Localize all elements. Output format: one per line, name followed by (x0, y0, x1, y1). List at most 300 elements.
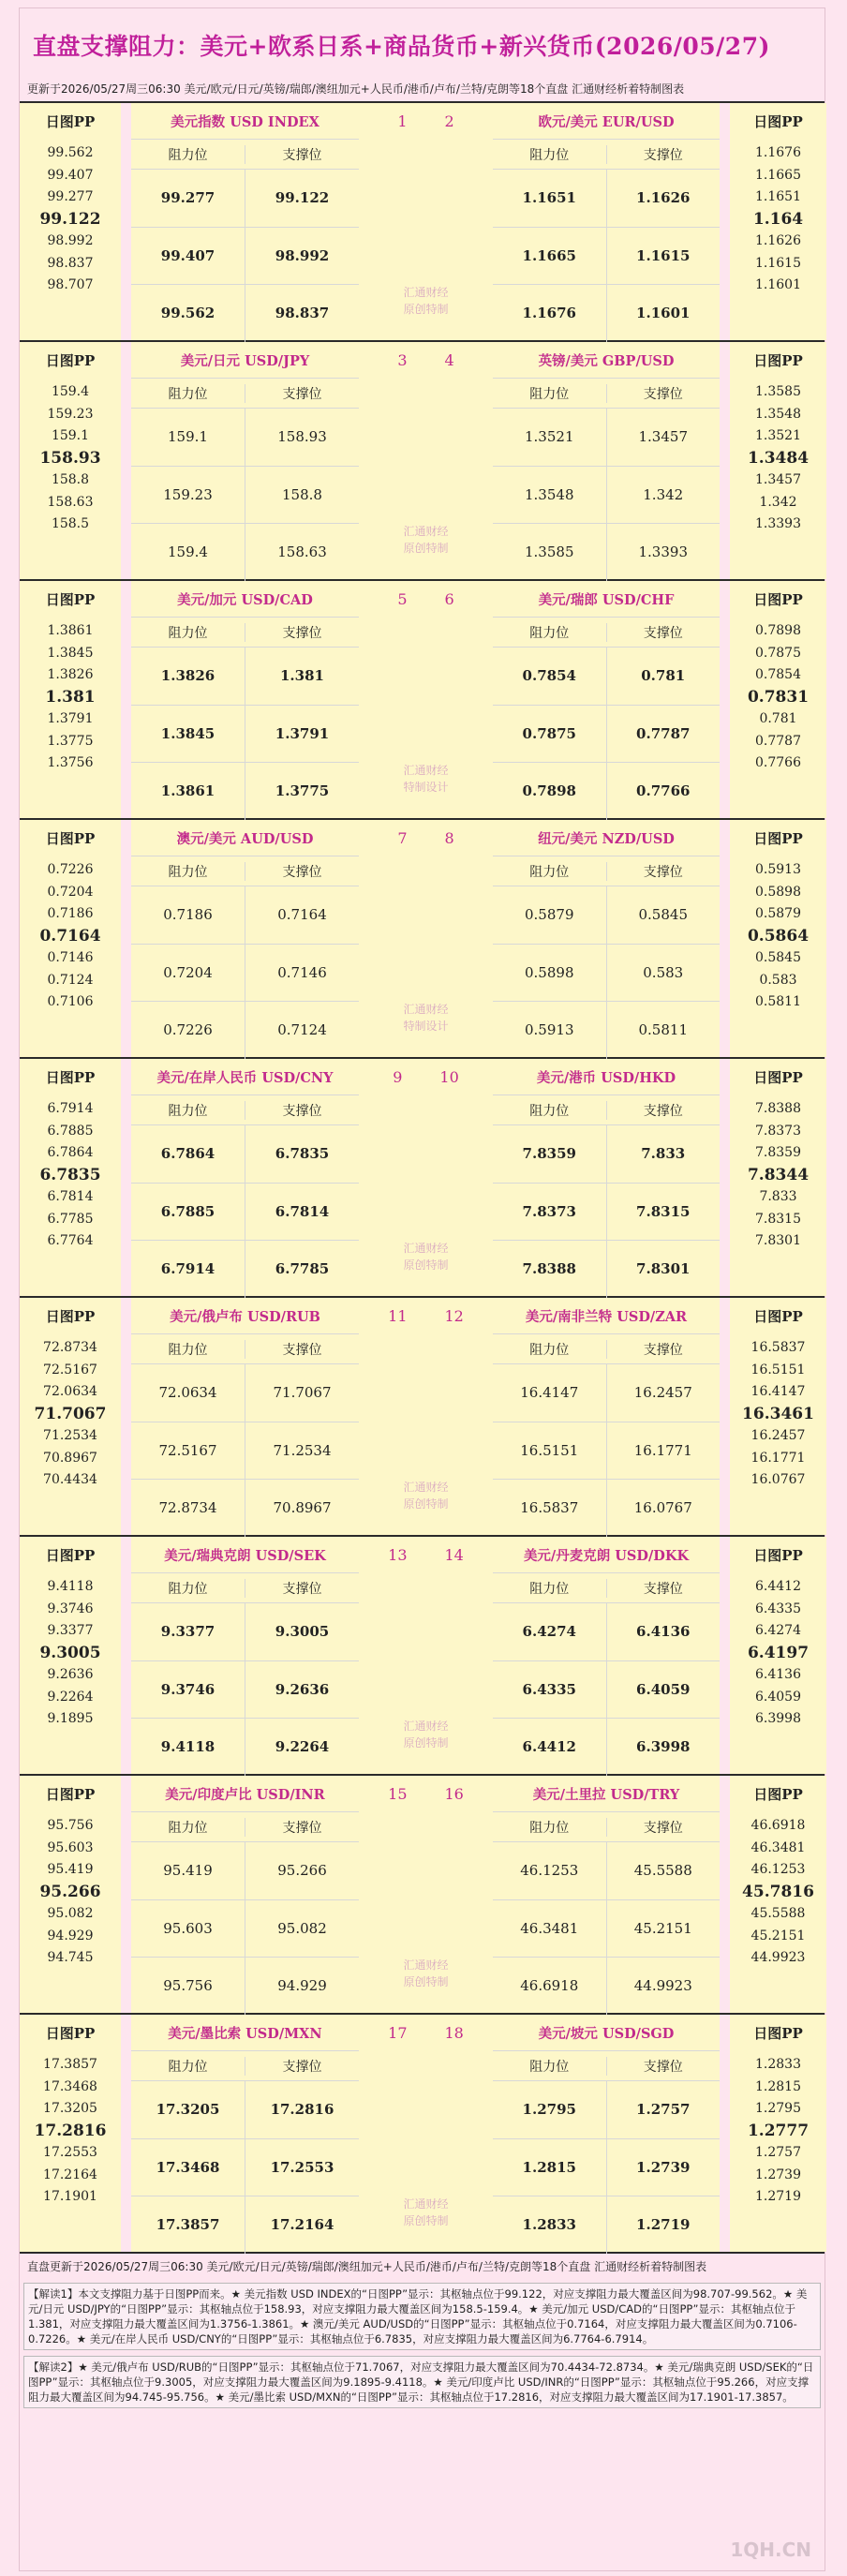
support-header: 支撑位 (282, 147, 322, 163)
pair-numbers (359, 1776, 493, 1811)
support-header: 支撑位 (282, 386, 322, 402)
right-pivot-column (730, 1776, 826, 2013)
resistance-value: 16.5837 (493, 1480, 607, 1537)
pivot-level-value: 17.3205 (43, 2101, 97, 2116)
pivot-point-value: 1.2777 (747, 2121, 810, 2140)
pivot-level-value: 1.3521 (755, 428, 801, 443)
left-pivot-column (20, 1298, 121, 1535)
right-pair-table (493, 342, 720, 579)
resistance-value: 9.3377 (131, 1603, 245, 1660)
table-row (131, 1422, 359, 1481)
resistance-value: 72.5167 (131, 1422, 245, 1480)
resistance-header: 阻力位 (493, 1101, 607, 1120)
pair-number-right: 10 (439, 1067, 459, 1086)
table-row (131, 1241, 359, 1298)
pivot-level-value: 6.7785 (47, 1211, 94, 1227)
pair-number-left: 1 (397, 112, 408, 130)
table-header (131, 856, 359, 886)
table-row (131, 285, 359, 342)
table-row (131, 648, 359, 706)
pivot-level-value: 159.1 (51, 428, 90, 443)
pivot-level-value: 94.745 (47, 1950, 94, 1965)
pivot-level-value: 158.5 (51, 516, 90, 531)
resistance-value: 95.756 (131, 1958, 245, 2015)
pivot-values (730, 1094, 826, 1253)
note-2: 【解读2】★ 美元/俄卢布 USD/RUB的“日图PP”显示：其枢轴点位于71.7067，对应支撑阻力最大覆盖区间为70.4434-72.8734。★ 美元/瑞典克朗 USD/SEK的“日图PP”显示：其枢轴点位于9.3005，对应支撑阻力最大覆盖区间为9.1895-9.4118。★ 美元/印度卢比 USD/INR的“日图PP”显示：其枢轴点位于95.266，对应支撑阻力最大覆盖区间为94.745-95.756。★ 美元/墨比索 USD/MXN的“日图PP”显示：其枢轴点位于17.2816，对应支撑阻力最大覆盖区间为17.1901-17.3857。 (23, 2356, 821, 2408)
support-value: 1.1601 (636, 305, 691, 322)
pivot-level-value: 16.5151 (750, 1362, 806, 1377)
watermark-stamp: 1QH.CN (730, 2539, 811, 2561)
pivot-level-value: 99.407 (47, 167, 94, 183)
support-value: 1.2719 (636, 2216, 691, 2234)
resistance-header: 阻力位 (493, 1579, 607, 1598)
watermark-line: 特制设计 (403, 781, 449, 794)
column-gap (121, 2015, 131, 2252)
pair-title: 美元/瑞典克朗 USD/SEK (131, 1537, 359, 1573)
table-header (131, 618, 359, 648)
resistance-header: 阻力位 (131, 1340, 245, 1359)
pivot-point-value: 71.7067 (34, 1404, 107, 1423)
pair-number-left: 11 (388, 1306, 408, 1325)
support-value: 6.7814 (275, 1202, 330, 1220)
resistance-header: 阻力位 (131, 1818, 245, 1837)
resistance-value: 17.3468 (131, 2139, 245, 2196)
pair-title: 美元/港币 USD/HKD (493, 1059, 720, 1095)
resistance-value: 17.3857 (131, 2196, 245, 2254)
support-header: 支撑位 (282, 1342, 322, 1358)
table-row (493, 1364, 720, 1422)
column-gap (121, 820, 131, 1057)
pivot-level-value: 45.2151 (750, 1928, 806, 1943)
pair-title: 美元/南非兰特 USD/ZAR (493, 1298, 720, 1334)
pivot-level-value: 17.2164 (43, 2167, 97, 2182)
pivot-point-value: 45.7816 (742, 1882, 814, 1901)
pivot-level-value: 17.2553 (43, 2145, 97, 2160)
support-header: 支撑位 (643, 1820, 683, 1836)
support-value: 0.781 (641, 667, 686, 685)
column-gap (720, 103, 730, 340)
pivot-level-value: 70.8967 (43, 1450, 97, 1466)
pivot-values (730, 2050, 826, 2209)
pivot-values (20, 378, 121, 536)
support-value: 9.2264 (275, 1738, 330, 1756)
watermark-line: 汇通财经 (403, 1481, 449, 1494)
column-gap (720, 1776, 730, 2013)
resistance-value: 9.3746 (131, 1661, 245, 1719)
pivot-level-value: 0.7146 (47, 950, 94, 965)
pivot-point-value: 99.122 (39, 209, 101, 229)
pair-numbers (359, 581, 493, 617)
pair-numbers (359, 2015, 493, 2050)
pivot-level-value: 1.2719 (755, 2189, 801, 2204)
pair-title: 美元/墨比索 USD/MXN (131, 2015, 359, 2051)
pair-number-right: 8 (444, 828, 454, 847)
left-pivot-column (20, 1059, 121, 1296)
watermark-line: 原创特制 (403, 1975, 449, 1988)
support-header: 支撑位 (643, 864, 683, 880)
resistance-value: 72.8734 (131, 1480, 245, 1537)
resistance-value: 1.1676 (493, 285, 607, 342)
pivot-level-value: 9.2264 (47, 1689, 94, 1705)
table-row (493, 1002, 720, 1059)
column-gap (720, 581, 730, 818)
pivot-title: 日图PP (753, 829, 803, 847)
table-row (493, 648, 720, 706)
pivot-level-value: 1.3457 (755, 472, 801, 487)
pivot-level-value: 1.2739 (755, 2167, 801, 2182)
support-value: 0.7146 (277, 963, 327, 981)
pivot-level-value: 6.7885 (47, 1123, 94, 1139)
support-value: 16.1771 (633, 1441, 692, 1459)
pivot-level-value: 0.5913 (755, 862, 801, 877)
pivot-title: 日图PP (45, 2024, 96, 2042)
table-row (493, 1184, 720, 1242)
support-value: 0.7766 (636, 782, 691, 800)
pair-number-left: 13 (388, 1545, 408, 1564)
pivot-values (20, 617, 121, 775)
table-row (131, 524, 359, 581)
right-pair-table (493, 1537, 720, 1774)
table-row (131, 1958, 359, 2015)
support-value: 16.2457 (633, 1384, 692, 1402)
pair-number-column (359, 820, 493, 1057)
pair-numbers (359, 342, 493, 378)
support-value: 1.381 (280, 667, 324, 685)
support-header: 支撑位 (282, 2059, 322, 2075)
resistance-header: 阻力位 (493, 145, 607, 164)
pivot-level-value: 159.4 (51, 384, 90, 399)
watermark-line: 原创特制 (403, 542, 449, 555)
left-pair-table (131, 1776, 359, 2013)
page-frame (19, 7, 825, 2571)
pivot-level-value: 16.5837 (750, 1340, 806, 1355)
pivot-level-value: 0.7766 (755, 755, 801, 770)
table-row (131, 1842, 359, 1900)
table-row (493, 1842, 720, 1900)
pivot-title: 日图PP (45, 829, 96, 847)
column-gap (720, 1298, 730, 1535)
resistance-value: 0.5898 (493, 945, 607, 1002)
support-value: 98.992 (275, 246, 330, 264)
pivot-level-value: 6.7914 (47, 1101, 94, 1116)
column-gap (720, 820, 730, 1057)
table-row (131, 1125, 359, 1184)
table-row (131, 2139, 359, 2197)
table-header (493, 1095, 720, 1125)
left-pair-table (131, 820, 359, 1057)
right-pivot-column (730, 1298, 826, 1535)
resistance-value: 1.2815 (493, 2139, 607, 2196)
resistance-value: 0.7186 (131, 886, 245, 944)
pivot-level-value: 45.5588 (750, 1906, 806, 1921)
resistance-value: 1.1651 (493, 170, 607, 227)
pivot-title: 日图PP (753, 1307, 803, 1325)
pivot-level-value: 6.4335 (755, 1601, 801, 1616)
watermark-line: 原创特制 (403, 2214, 449, 2227)
pair-title: 英镑/美元 GBP/USD (493, 342, 720, 379)
pivot-title: 日图PP (45, 1785, 96, 1803)
pivot-level-value: 95.756 (47, 1818, 94, 1833)
pivot-level-value: 0.7898 (755, 623, 801, 638)
resistance-value: 1.3548 (493, 467, 607, 524)
pair-block (20, 342, 825, 581)
pivot-level-value: 0.7186 (47, 906, 94, 921)
pair-number-column (359, 2015, 493, 2252)
pivot-values (730, 378, 826, 536)
table-header (493, 1812, 720, 1842)
pivot-level-value: 1.2757 (755, 2145, 801, 2160)
support-header: 支撑位 (643, 1103, 683, 1119)
pivot-point-value: 1.164 (752, 209, 804, 229)
table-row (131, 2081, 359, 2139)
table-header (493, 140, 720, 170)
support-header: 支撑位 (282, 1581, 322, 1597)
pivot-level-value: 1.3861 (47, 623, 94, 638)
resistance-header: 阻力位 (131, 1579, 245, 1598)
pivot-level-value: 1.3756 (47, 755, 94, 770)
pivot-level-value: 1.1665 (755, 167, 801, 183)
pivot-title: 日图PP (753, 590, 803, 608)
support-header: 支撑位 (643, 2059, 683, 2075)
table-header (131, 1573, 359, 1603)
pivot-title: 日图PP (45, 112, 96, 130)
pivot-level-value: 17.1901 (43, 2189, 97, 2204)
support-value: 7.8315 (636, 1202, 691, 1220)
table-row (493, 1900, 720, 1958)
table-row (493, 467, 720, 525)
pivot-level-value: 6.4274 (755, 1623, 801, 1638)
left-pair-table (131, 1537, 359, 1774)
pivot-level-value: 1.3845 (47, 645, 94, 661)
table-row (131, 945, 359, 1003)
resistance-value: 7.8373 (493, 1184, 607, 1241)
right-pivot-column (730, 103, 826, 340)
pivot-level-value: 6.7814 (47, 1189, 94, 1204)
resistance-value: 6.7885 (131, 1184, 245, 1241)
watermark-line: 汇通财经 (403, 1720, 449, 1733)
watermark-text (359, 1718, 493, 1751)
pivot-point-value: 0.7831 (747, 687, 810, 707)
pivot-level-value: 6.7864 (47, 1145, 94, 1160)
resistance-value: 0.7875 (493, 706, 607, 763)
pivot-level-value: 0.7854 (755, 667, 801, 682)
resistance-value: 0.7854 (493, 648, 607, 705)
pivot-level-value: 0.781 (759, 711, 797, 726)
resistance-value: 6.4274 (493, 1603, 607, 1660)
support-header: 支撑位 (643, 1342, 683, 1358)
column-gap (720, 342, 730, 579)
pair-number-left: 7 (397, 828, 408, 847)
column-gap (121, 581, 131, 818)
pivot-point-value: 17.2816 (34, 2121, 107, 2140)
support-header: 支撑位 (282, 1103, 322, 1119)
pivot-level-value: 158.63 (47, 494, 94, 510)
resistance-value: 95.419 (131, 1842, 245, 1899)
pair-numbers (359, 103, 493, 139)
pivot-level-value: 9.1895 (47, 1711, 94, 1726)
watermark-text (359, 1957, 493, 1990)
support-value: 158.63 (277, 543, 327, 561)
pivot-values (730, 1811, 826, 1970)
support-value: 6.4136 (636, 1623, 691, 1641)
pair-title: 美元/印度卢比 USD/INR (131, 1776, 359, 1812)
pair-block (20, 2015, 825, 2254)
pivot-level-value: 99.277 (47, 189, 94, 204)
support-value: 6.4059 (636, 1680, 691, 1698)
table-header (131, 2051, 359, 2081)
pivot-values (730, 856, 826, 1014)
table-header (493, 1334, 720, 1364)
pivot-point-value: 1.3484 (747, 448, 810, 468)
table-row (493, 1661, 720, 1720)
watermark-text (359, 1479, 493, 1512)
right-pivot-column (730, 1059, 826, 1296)
resistance-value: 46.6918 (493, 1958, 607, 2015)
resistance-header: 阻力位 (493, 2057, 607, 2076)
pivot-level-value: 1.1651 (755, 189, 801, 204)
right-pivot-column (730, 342, 826, 579)
pivot-level-value: 159.23 (47, 406, 94, 422)
table-row (493, 2139, 720, 2197)
pivot-level-value: 16.1771 (750, 1450, 806, 1466)
support-value: 45.2151 (633, 1919, 692, 1937)
pivot-level-value: 0.7787 (755, 733, 801, 749)
support-value: 0.7787 (636, 724, 691, 742)
pair-number-left: 17 (388, 2023, 408, 2042)
resistance-value: 0.7898 (493, 763, 607, 820)
column-gap (121, 1776, 131, 2013)
pair-number-right: 6 (444, 589, 454, 608)
pivot-level-value: 0.7124 (47, 972, 94, 988)
pair-block (20, 820, 825, 1059)
pair-number-column (359, 581, 493, 818)
table-header (493, 856, 720, 886)
pivot-level-value: 7.8359 (755, 1145, 801, 1160)
pivot-level-value: 1.1676 (755, 145, 801, 160)
watermark-line: 汇通财经 (403, 1003, 449, 1016)
pivot-title: 日图PP (753, 1785, 803, 1803)
right-pair-table (493, 1298, 720, 1535)
support-value: 1.1626 (636, 189, 691, 207)
pivot-level-value: 95.082 (47, 1906, 94, 1921)
resistance-value: 9.4118 (131, 1719, 245, 1776)
pivot-level-value: 71.2534 (43, 1428, 97, 1443)
support-value: 1.2739 (636, 2158, 691, 2176)
pivot-level-value: 7.8301 (755, 1233, 801, 1248)
pivot-values (730, 617, 826, 775)
pair-block (20, 581, 825, 820)
right-pair-table (493, 1776, 720, 2013)
pair-title: 美元/丹麦克朗 USD/DKK (493, 1537, 720, 1573)
pivot-point-value: 95.266 (39, 1882, 101, 1901)
pivot-point-value: 1.381 (45, 687, 96, 707)
column-gap (720, 1537, 730, 1774)
resistance-value: 1.3861 (131, 763, 245, 820)
pivot-level-value: 46.1253 (750, 1862, 806, 1877)
resistance-value: 0.7204 (131, 945, 245, 1002)
support-header: 支撑位 (643, 147, 683, 163)
watermark-line: 原创特制 (403, 303, 449, 316)
support-value: 0.5811 (638, 1021, 688, 1039)
pivot-values (20, 139, 121, 297)
resistance-value: 0.5879 (493, 886, 607, 944)
pivot-level-value: 98.992 (47, 233, 94, 248)
support-value: 0.5845 (638, 906, 688, 924)
pivot-level-value: 1.3791 (47, 711, 94, 726)
support-value: 9.3005 (275, 1623, 330, 1641)
table-row (493, 886, 720, 945)
pair-numbers (359, 1059, 493, 1094)
pivot-level-value: 0.7204 (47, 884, 94, 900)
table-header (131, 140, 359, 170)
pair-block (20, 103, 825, 342)
column-gap (121, 1059, 131, 1296)
table-row (131, 467, 359, 525)
table-row (493, 1241, 720, 1298)
pivot-level-value: 0.7106 (47, 994, 94, 1009)
pivot-level-value: 7.8388 (755, 1101, 801, 1116)
pivot-level-value: 95.603 (47, 1839, 94, 1855)
watermark-line: 汇通财经 (403, 525, 449, 538)
pair-number-right: 2 (444, 112, 454, 130)
pivot-level-value: 99.562 (47, 145, 94, 160)
support-value: 6.7835 (275, 1145, 330, 1163)
support-value: 7.833 (641, 1145, 686, 1163)
table-header (493, 618, 720, 648)
pivot-level-value: 0.5845 (755, 950, 801, 965)
pair-number-right: 12 (444, 1306, 464, 1325)
support-value: 16.0767 (633, 1499, 692, 1517)
pivot-level-value: 1.2815 (755, 2078, 801, 2094)
table-row (493, 1480, 720, 1537)
pivot-level-value: 98.707 (47, 277, 94, 292)
pivot-title: 日图PP (753, 351, 803, 369)
pivot-level-value: 0.5898 (755, 884, 801, 900)
watermark-text (359, 1001, 493, 1035)
left-pair-table (131, 342, 359, 579)
pivot-level-value: 0.5879 (755, 906, 801, 921)
pivot-level-value: 0.7875 (755, 645, 801, 661)
pivot-level-value: 72.5167 (43, 1362, 97, 1377)
resistance-value: 7.8359 (493, 1125, 607, 1183)
pivot-level-value: 1.1626 (755, 233, 801, 248)
table-row (131, 228, 359, 286)
resistance-value: 1.3845 (131, 706, 245, 763)
watermark-line: 汇通财经 (403, 1958, 449, 1972)
pair-number-right: 16 (444, 1784, 464, 1803)
pivot-level-value: 6.4136 (755, 1667, 801, 1682)
resistance-header: 阻力位 (493, 862, 607, 881)
pair-number-right: 4 (444, 350, 454, 369)
support-value: 94.929 (277, 1977, 327, 1995)
pivot-level-value: 17.3857 (43, 2057, 97, 2072)
column-gap (720, 2015, 730, 2252)
resistance-value: 0.5913 (493, 1002, 607, 1059)
left-pair-table (131, 1059, 359, 1296)
pivot-level-value: 7.833 (759, 1189, 797, 1204)
pair-title: 美元/日元 USD/JPY (131, 342, 359, 379)
left-pair-table (131, 581, 359, 818)
resistance-value: 72.0634 (131, 1364, 245, 1422)
watermark-text (359, 2196, 493, 2229)
pair-number-left: 15 (388, 1784, 408, 1803)
pivot-level-value: 16.4147 (750, 1384, 806, 1399)
resistance-header: 阻力位 (493, 384, 607, 403)
support-value: 71.7067 (273, 1384, 332, 1402)
watermark-line: 原创特制 (403, 1258, 449, 1272)
support-value: 6.7785 (275, 1260, 330, 1278)
pair-number-column (359, 103, 493, 340)
